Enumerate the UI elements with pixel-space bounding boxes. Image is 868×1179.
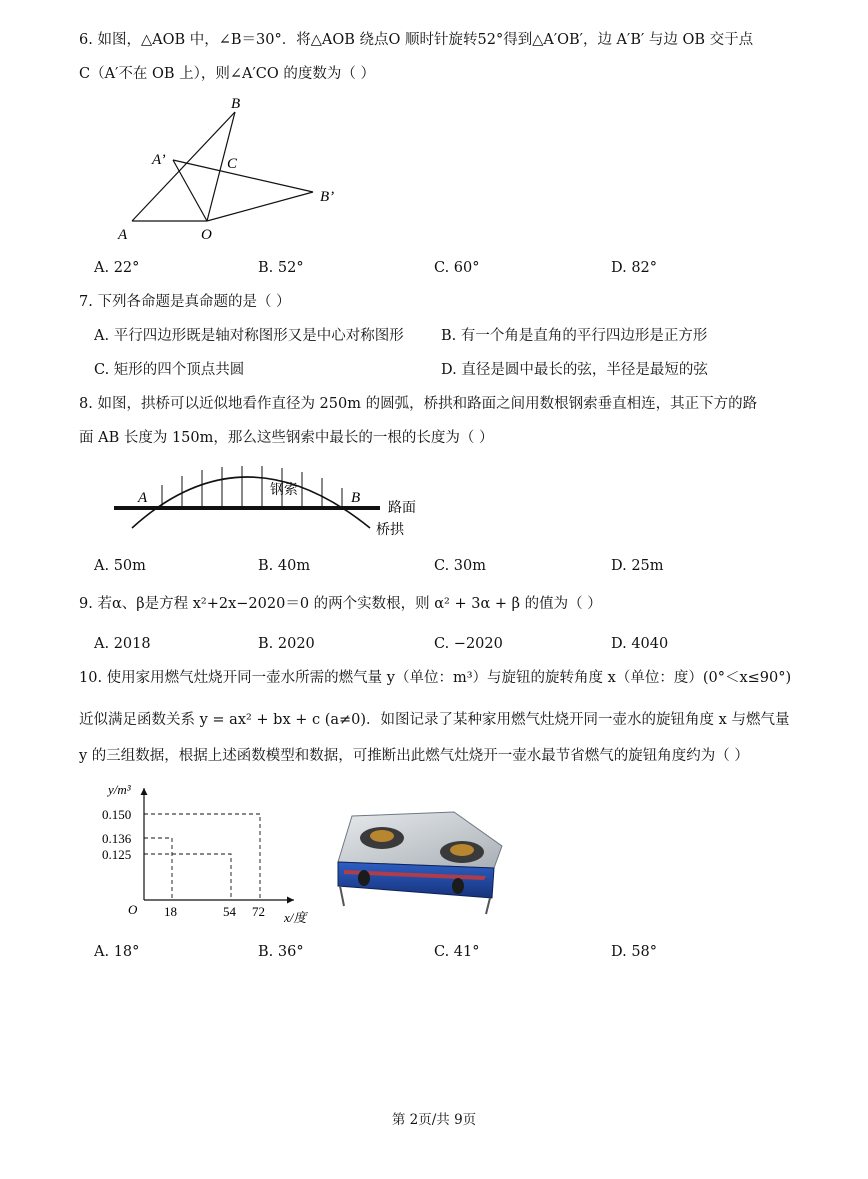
q8-line1: 8. 如图，拱桥可以近似地看作直径为 250m 的圆弧，桥拱和路面之间用数根钢索垂直相连，其正下方的路 bbox=[79, 396, 758, 412]
gas-stove-image bbox=[334, 806, 506, 918]
q7-option-d: D. 直径是圆中最长的弦，半径是最短的弦 bbox=[441, 362, 708, 378]
label-B-prime: B’ bbox=[320, 189, 335, 205]
segment-A1O bbox=[173, 160, 207, 221]
q9-option-d: D. 4040 bbox=[611, 636, 669, 652]
q10-line1: 10. 使用家用燃气灶烧开同一壶水所需的燃气量 y（单位：m³）与旋钮的旋转角度 x（单位：度）(0°＜x≤90°) bbox=[79, 670, 792, 686]
q10-option-a: A. 18° bbox=[94, 944, 140, 960]
q8-bridge-figure bbox=[110, 460, 420, 540]
dash-guide-54 bbox=[144, 854, 231, 900]
q9-option-c: C. −2020 bbox=[434, 636, 503, 652]
segment-AB bbox=[132, 112, 235, 221]
label-A-prime: A’ bbox=[152, 152, 166, 168]
label-arch: 桥拱 bbox=[376, 522, 404, 538]
chart-ylabel: y/m³ bbox=[108, 782, 131, 797]
ytick-0125: 0.125 bbox=[102, 847, 132, 862]
burner-left-cap bbox=[370, 830, 394, 842]
q6-option-b: B. 52° bbox=[258, 260, 304, 276]
q8-line2: 面 AB 长度为 150m，那么这些钢索中最长的一根的长度为（ ） bbox=[79, 430, 494, 446]
knob-right-icon bbox=[452, 878, 464, 894]
label-B: B bbox=[231, 96, 241, 112]
label-cable: 钢索 bbox=[270, 482, 298, 498]
dash-guide-18 bbox=[144, 838, 172, 900]
q6-line1: 6. 如图，△AOB 中，∠B＝30°．将△AOB 绕点O 顺时针旋转52°得到△A′OB′，边 A′B′ 与边 OB 交于点 bbox=[79, 32, 754, 48]
q10-option-b: B. 36° bbox=[258, 944, 304, 960]
q10-option-c: C. 41° bbox=[434, 944, 480, 960]
q10-line3: y 的三组数据，根据上述函数模型和数据，可推断出此燃气灶烧开一壶水最节省燃气的旋钮角度约为（ ） bbox=[79, 748, 749, 764]
xtick-18: 18 bbox=[164, 904, 177, 919]
segment-A1B1 bbox=[173, 160, 313, 192]
dash-guide-72 bbox=[144, 814, 260, 900]
label-road: 路面 bbox=[388, 500, 416, 516]
q7-option-b: B. 有一个角是直角的平行四边形是正方形 bbox=[441, 328, 708, 344]
q6-option-c: C. 60° bbox=[434, 260, 480, 276]
q9-line1: 9. 若α、β是方程 x²+2x−2020＝0 的两个实数根，则 α² + 3α + β 的值为（ ） bbox=[79, 596, 602, 612]
knob-left-icon bbox=[358, 870, 370, 886]
road-deck bbox=[114, 506, 380, 510]
q7-option-c: C. 矩形的四个顶点共圆 bbox=[94, 362, 245, 378]
xtick-54: 54 bbox=[223, 904, 236, 919]
ytick-0150: 0.150 bbox=[102, 807, 132, 822]
q7-line1: 7. 下列各命题是真命题的是（ ） bbox=[79, 294, 291, 310]
burner-right-cap bbox=[450, 844, 474, 856]
label-A: A bbox=[138, 490, 148, 506]
cable-lines bbox=[162, 466, 342, 508]
page-footer: 第 2页/共 9页 bbox=[391, 1112, 477, 1128]
q8-option-a: A. 50m bbox=[94, 558, 146, 574]
q9-option-b: B. 2020 bbox=[258, 636, 315, 652]
q9-option-a: A. 2018 bbox=[94, 636, 151, 652]
label-B: B bbox=[351, 490, 361, 506]
label-O: O bbox=[201, 227, 212, 243]
chart-xlabel: x/度 bbox=[284, 910, 307, 925]
q8-option-c: C. 30m bbox=[434, 558, 486, 574]
label-A: A bbox=[118, 227, 128, 243]
q8-option-d: D. 25m bbox=[611, 558, 664, 574]
q6-line2: C（A′不在 OB 上），则∠A′CO 的度数为（ ） bbox=[79, 66, 375, 82]
ytick-0136: 0.136 bbox=[102, 831, 132, 846]
label-C: C bbox=[227, 156, 238, 172]
q6-triangle-figure bbox=[110, 92, 350, 242]
q10-line2: 近似满足函数关系 y = ax² + bx + c (a≠0)．如图记录了某种家用燃气灶烧开同一壶水的旋钮角度 x 与燃气量 bbox=[79, 712, 790, 728]
arch-curve bbox=[132, 477, 370, 528]
q8-option-b: B. 40m bbox=[258, 558, 311, 574]
xtick-72: 72 bbox=[252, 904, 265, 919]
q10-option-d: D. 58° bbox=[611, 944, 658, 960]
q6-option-a: A. 22° bbox=[94, 260, 140, 276]
q7-option-a: A. 平行四边形既是轴对称图形又是中心对称图形 bbox=[94, 328, 404, 344]
segment-OB1 bbox=[207, 192, 313, 221]
chart-origin: O bbox=[128, 902, 138, 917]
q10-data-chart bbox=[98, 782, 318, 932]
q6-option-d: D. 82° bbox=[611, 260, 658, 276]
